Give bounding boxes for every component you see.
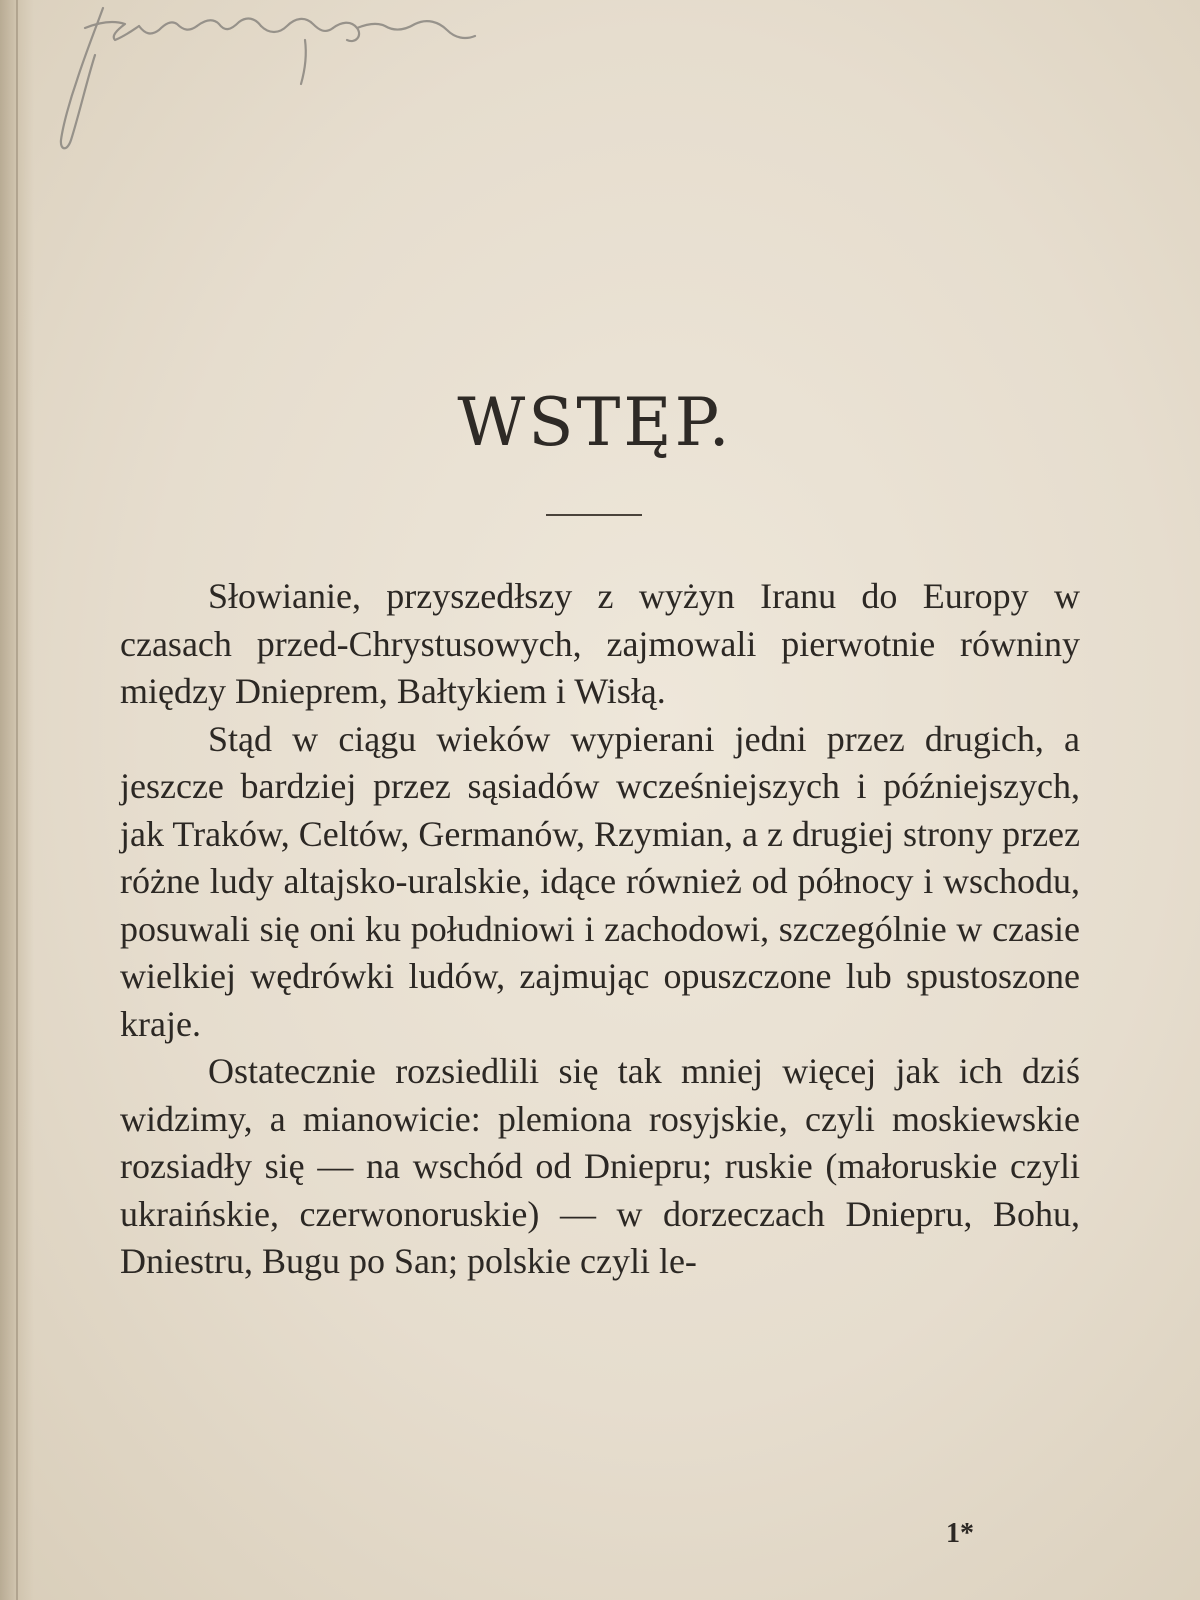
page-number: 1* — [946, 1518, 974, 1549]
paragraph-3: Ostatecznie rozsiedlili się tak mniej więcej jak ich dziś widzimy, a mianowicie: plemiona rosyjskie, czyli moskiewskie rozsiadły się — na wschód od Dniepru; ruskie (małoruskie czyli ukraińskie, czerwonoruskie) — w dorzeczach Dniepru, Bohu, Dniestru, Bugu po San; polskie czyli le- — [120, 1051, 1080, 1281]
pencil-signature — [55, 0, 515, 160]
body-text — [120, 573, 1080, 1286]
paragraph-1: Słowianie, przyszedłszy z wyżyn Iranu do Europy w czasach przed-Chrystusowych, zajmowali pierwotnie równiny między Dnieprem, Bałtykiem i Wisłą. — [120, 576, 1080, 711]
page-title: WSTĘP. — [457, 384, 733, 461]
paragraph-2: Stąd w ciągu wieków wypierani jedni przez drugich, a jeszcze bardziej przez sąsiadów wcześniejszych i późniejszych, jak Traków, Celtów, Germanów, Rzymian, a z drugiej strony przez różne ludy altajsko-uralskie, idące również od północy i wschodu, posuwali się oni ku południowi i zachodowi, szczególnie w czasie wielkiej wędrówki ludów, zajmując opuszczone lub spustoszone kraje. — [120, 718, 1080, 1044]
title-divider — [546, 514, 642, 516]
binding-edge — [16, 0, 18, 1600]
